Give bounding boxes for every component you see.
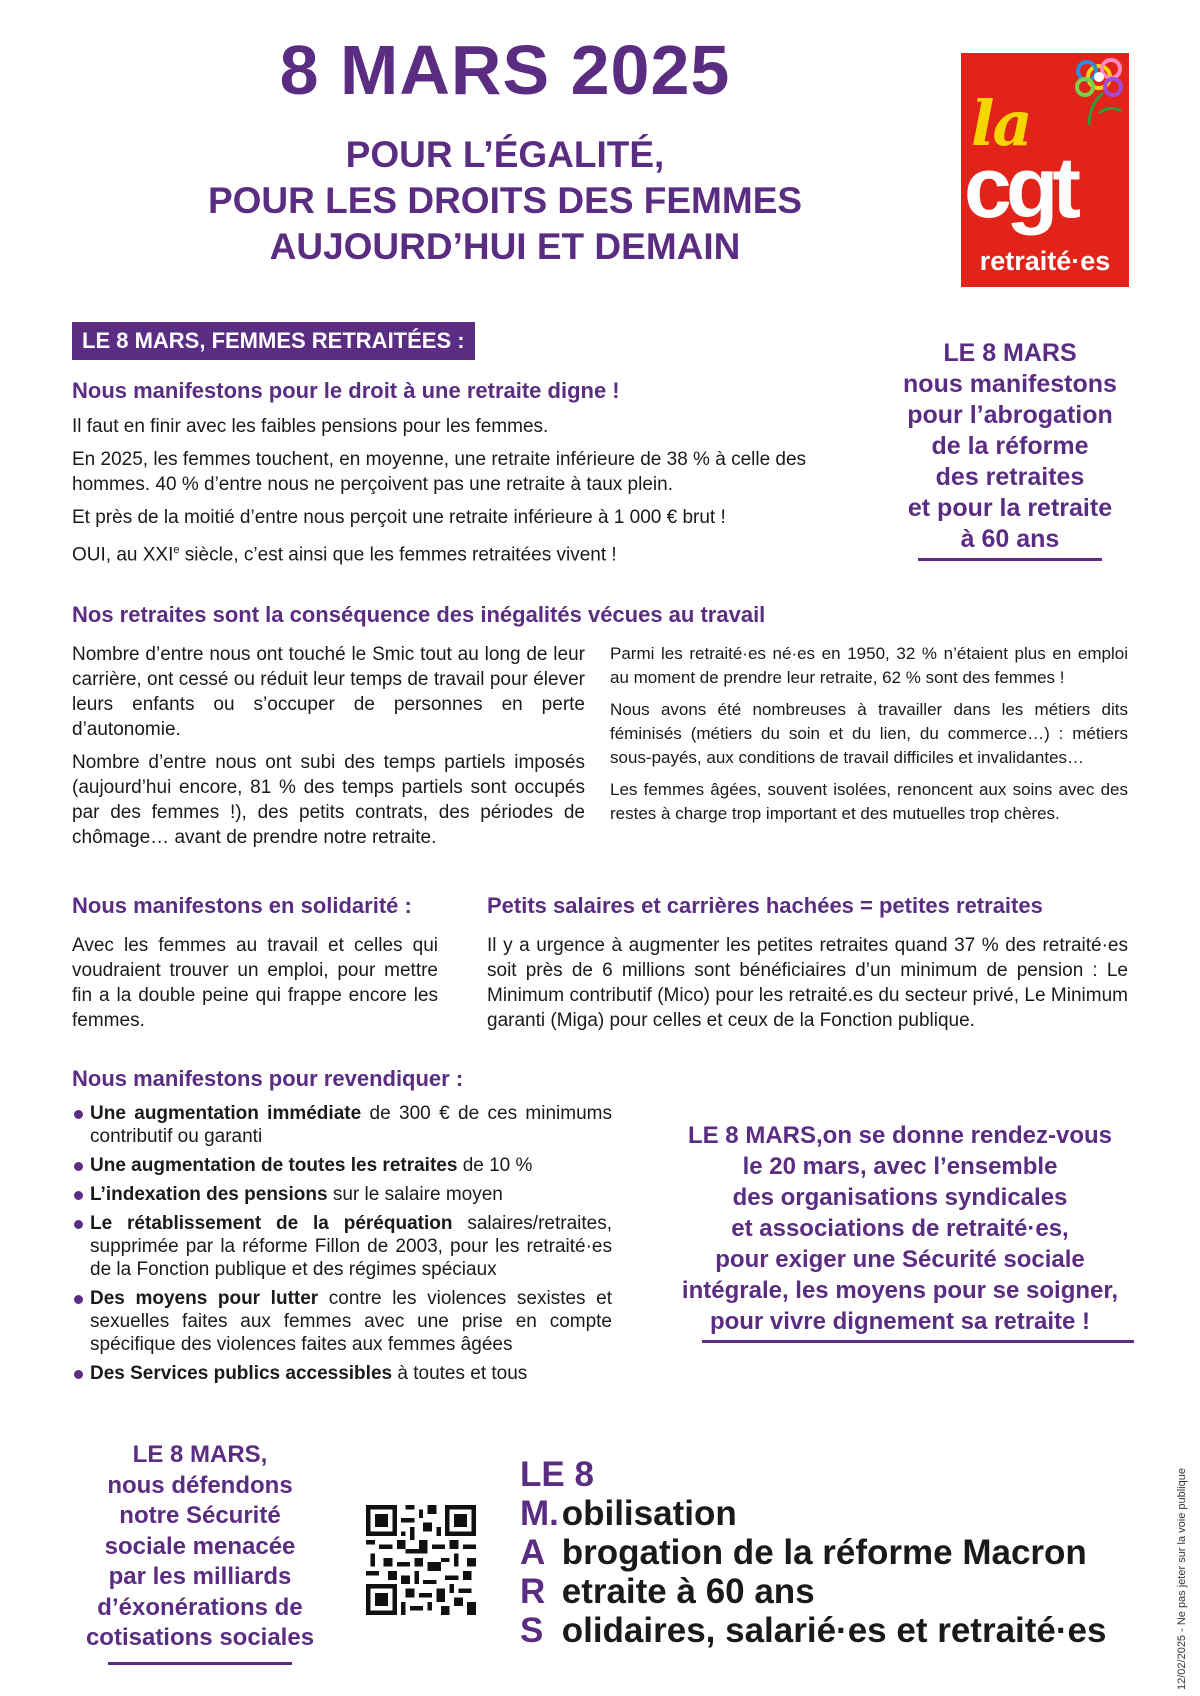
logo-cgt: cgt xyxy=(964,140,1075,236)
side-note: 12/02/2025 - Ne pas jeter sur la voie publique xyxy=(1176,1468,1188,1690)
subtitle-line: POUR LES DROITS DES FEMMES xyxy=(207,180,803,221)
callout-line: des retraites xyxy=(935,463,1085,491)
acronym-line xyxy=(520,1611,1106,1650)
list-item xyxy=(72,1154,612,1177)
superscript: e xyxy=(173,544,180,556)
divider xyxy=(918,558,1102,561)
paragraph: Nous avons été nombreuses à travailler dans les métiers dits féminisés (métiers du soin et du lien, du commerce…) : métiers sous-payés, aux conditions de travail difficiles et invalidantes… xyxy=(610,700,1128,767)
acronym-block xyxy=(520,1455,1106,1650)
item-text: sur le salaire moyen xyxy=(327,1184,503,1205)
paragraph: Et près de la moitié d’entre nous perçoit une retraite inférieure à 1 000 € brut ! xyxy=(72,507,726,528)
acronym-letter: M. xyxy=(520,1494,559,1533)
callout-line: sociale menacée xyxy=(104,1532,296,1560)
callout-line: pour exiger une Sécurité sociale xyxy=(715,1246,1085,1273)
acronym-letter: R xyxy=(520,1572,546,1611)
callout-line: d’éxonérations de xyxy=(97,1593,303,1621)
item-bold: Des moyens pour lutter xyxy=(90,1288,319,1309)
callout-line: intégrale, les moyens pour se soigner, xyxy=(681,1277,1119,1304)
qr-code-icon[interactable] xyxy=(366,1505,476,1615)
callout-line: pour l’abrogation xyxy=(907,401,1113,429)
section-banner: LE 8 MARS, FEMMES RETRAITÉES : xyxy=(72,322,475,360)
item-bold: Des Services publics accessibles xyxy=(90,1363,393,1384)
subtitle-line: POUR L’ÉGALITÉ, xyxy=(345,134,665,175)
paragraph: Parmi les retraité·es né·es en 1950, 32 % n’étaient plus en emploi au moment de prendre leur retraite, 62 % sont des femmes ! xyxy=(610,644,1128,687)
acronym-title: LE 8 xyxy=(520,1455,594,1494)
acronym-letter: S xyxy=(520,1611,544,1650)
item-bold: Une augmentation de toutes les retraites xyxy=(90,1155,458,1176)
item-bold: Le rétablissement de la péréquation xyxy=(90,1213,453,1234)
callout-line: nous manifestons xyxy=(903,370,1117,398)
callout-rendezvous xyxy=(640,1120,1160,1337)
acronym-text: brogation de la réforme Macron xyxy=(552,1533,1087,1572)
section2-heading: Nos retraites sont la conséquence des inégalités vécues au travail xyxy=(72,602,766,627)
callout-line: cotisations sociales xyxy=(85,1624,315,1651)
petits-heading: Petits salaires et carrières hachées = petites retraites xyxy=(487,893,1043,918)
petits-text: Il y a urgence à augmenter les petites retraites quand 37 % des retraité·es soit près de 6 millions sont bénéficiaires d’un minimum de pension : Le Minimum contributif (Mico) pour les retraité.es du secteur privé, Le Minimum garanti (Miga) pour celles et ceux de la Fonction publique. xyxy=(487,935,1128,1031)
item-text: de 300 € de ces minimums contributif ou garanti xyxy=(90,1103,612,1147)
solidarity-text: Avec les femmes au travail et celles qui voudraient trouver un emploi, pour mettre fin a la double peine qui frappe encore les femmes. xyxy=(72,935,438,1031)
item-text: de 10 % xyxy=(457,1155,533,1176)
cgt-logo xyxy=(961,53,1129,287)
item-text: salaires/retraites, supprimée par la réforme Fillon de 2003, pour les retraité·es de la Fonction publique et des régimes spéciaux xyxy=(90,1213,612,1280)
acronym-letter: A xyxy=(520,1533,546,1572)
section1-body xyxy=(72,414,822,575)
list-item xyxy=(72,1287,612,1356)
divider xyxy=(702,1340,1134,1343)
solidarity-heading: Nous manifestons en solidarité : xyxy=(72,893,412,918)
flower-icon xyxy=(1059,55,1125,125)
paragraph: Nombre d’entre nous ont touché le Smic tout au long de leur carrière, ont cessé ou réduit leur temps de travail pour élever leurs enfants ou s’occuper de personnes en perte d’autonomie. xyxy=(72,644,585,740)
paragraph: En 2025, les femmes touchent, en moyenne, une retraite inférieure de 38 % à celle des hommes. 40 % d’entre nous ne perçoivent pas une retraite à taux plein. xyxy=(72,449,807,495)
section1-heading: Nous manifestons pour le droit à une retraite digne ! xyxy=(72,378,620,403)
text-part: OUI, au XXI xyxy=(72,544,174,566)
callout-line: des organisations syndicales xyxy=(732,1184,1068,1211)
list-item xyxy=(72,1183,612,1206)
list-item xyxy=(72,1362,612,1385)
callout-abrogation xyxy=(880,338,1140,555)
callout-line: de la réforme xyxy=(931,432,1089,460)
section2-left xyxy=(72,642,585,858)
subtitle-line: AUJOURD’HUI ET DEMAIN xyxy=(269,226,741,267)
callout-line: par les milliards xyxy=(108,1563,292,1590)
acronym-text: olidaires, salarié·es et retraité·es xyxy=(552,1611,1107,1650)
item-text: à toutes et tous xyxy=(392,1363,528,1384)
callout-line: et pour la retraite xyxy=(907,494,1113,522)
callout-line: LE 8 MARS,on se donne rendez-vous xyxy=(687,1122,1113,1149)
acronym-line xyxy=(520,1572,1106,1611)
callout-line: notre Sécurité xyxy=(119,1502,281,1529)
section2-right xyxy=(610,642,1128,834)
callout-line: LE 8 MARS xyxy=(943,339,1077,367)
callout-securite-sociale xyxy=(60,1440,340,1654)
item-text: contre les violences sexistes et sexuelles faites aux femmes avec une prise en compte spécifique des violences faites aux femmes âgées xyxy=(90,1288,612,1355)
item-bold: L’indexation des pensions xyxy=(90,1184,328,1205)
list-item xyxy=(72,1102,612,1148)
callout-line: et associations de retraité·es, xyxy=(731,1215,1069,1242)
acronym-text: obilisation xyxy=(552,1494,737,1533)
acronym-line xyxy=(520,1494,1106,1533)
paragraph: Les femmes âgées, souvent isolées, renoncent aux soins avec des restes à charge trop important et des mutuelles trop chères. xyxy=(610,780,1128,823)
text-part: siècle, c’est ainsi que les femmes retraitées vivent ! xyxy=(179,544,617,566)
callout-line: LE 8 MARS, xyxy=(132,1441,268,1468)
callout-line: pour vivre dignement sa retraite ! xyxy=(709,1308,1091,1335)
logo-la: la xyxy=(971,87,1031,160)
list-item xyxy=(72,1212,612,1281)
demands-list xyxy=(72,1102,612,1391)
paragraph: Il faut en finir avec les faibles pensions pour les femmes. xyxy=(72,416,549,437)
item-bold: Une augmentation immédiate xyxy=(90,1103,362,1124)
page-subtitle xyxy=(0,132,1010,270)
paragraph: Nombre d’entre nous ont subi des temps partiels imposés (aujourd’hui encore, 81 % des temps partiels sont occupés par des femmes !), des petits contrats, des périodes de chômage… avant de prendre notre retraite. xyxy=(72,752,585,848)
demands-heading: Nous manifestons pour revendiquer : xyxy=(72,1066,464,1091)
callout-line: nous défendons xyxy=(107,1471,293,1499)
acronym-text: etraite à 60 ans xyxy=(552,1572,815,1611)
paragraph xyxy=(72,538,822,567)
acronym-line xyxy=(520,1533,1106,1572)
logo-retraitees: retraité·es xyxy=(979,246,1111,276)
page-title: 8 MARS 2025 xyxy=(279,31,731,109)
callout-line: le 20 mars, avec l’ensemble xyxy=(742,1153,1058,1180)
callout-line: à 60 ans xyxy=(960,525,1060,553)
divider xyxy=(108,1662,292,1665)
